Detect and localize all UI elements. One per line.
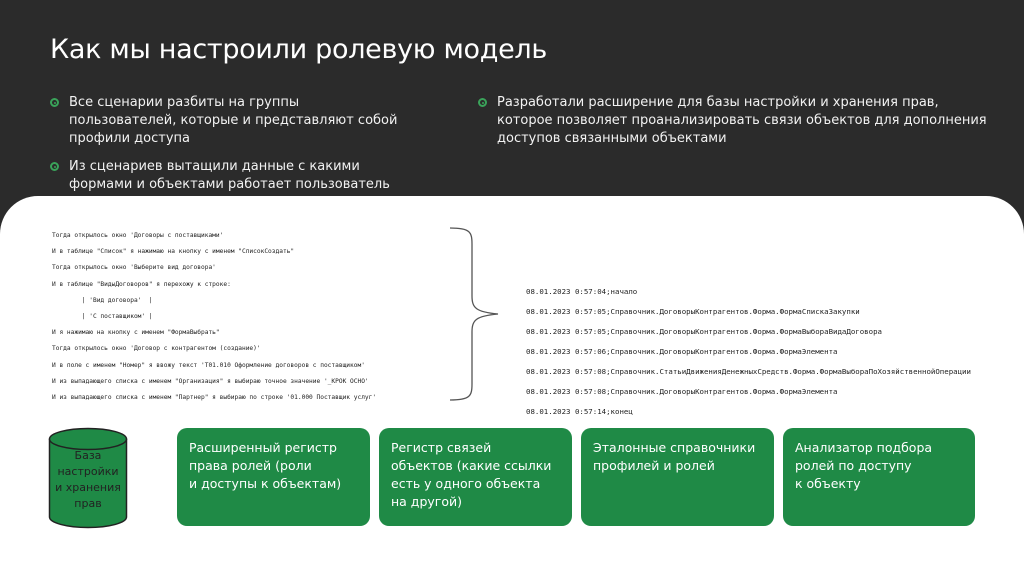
- log-line: 08.01.2023 0:57:14;конец: [526, 407, 633, 416]
- card-line: объектов (какие ссылки: [391, 458, 552, 473]
- database-cylinder: [48, 427, 128, 529]
- card-line: Расширенный регистр: [189, 440, 337, 455]
- card-line: Регистр связей: [391, 440, 492, 455]
- log-line: 08.01.2023 0:57:05;Справочник.ДоговорыКонтрагентов.Форма.ФормаСпискаЗакупки: [526, 307, 860, 316]
- bullet-dot-icon: [478, 98, 487, 107]
- bullet-item: [50, 158, 410, 194]
- database-label-line: База: [74, 449, 102, 462]
- bullet-item: [478, 94, 988, 148]
- bullet-text: Все сценарии разбиты на группы пользователей, которые и представляют собой профили доступа: [69, 95, 398, 146]
- script-line: И я нажимаю на кнопку с именем "ФормаВыбрать": [52, 329, 220, 337]
- database-label: [48, 448, 128, 512]
- script-line: | 'С поставщиком' |: [52, 313, 153, 321]
- log-line: 08.01.2023 0:57:04;начало: [526, 287, 638, 296]
- script-line: И в таблице "Список" я нажимаю на кнопку с именем "СписокСоздать": [52, 248, 295, 256]
- script-line: И в поле с именем "Номер" я ввожу текст 'Т01.010 Оформление договоров с поставщиком': [52, 361, 365, 369]
- card-role-analyzer: [783, 428, 975, 526]
- slide-title: Как мы настроили ролевую модель: [50, 34, 548, 65]
- log-line: 08.01.2023 0:57:06;Справочник.ДоговорыКонтрагентов.Форма.ФормаЭлемента: [526, 347, 838, 356]
- card-line: Эталонные справочники: [593, 440, 756, 455]
- log-line: 08.01.2023 0:57:08;Справочник.ДоговорыКонтрагентов.Форма.ФормаЭлемента: [526, 387, 838, 396]
- card-reference-catalogs: [581, 428, 774, 526]
- database-label-line: настройки: [57, 465, 119, 478]
- form-usage-log: [526, 277, 996, 427]
- card-line: ролей по доступу: [795, 458, 912, 473]
- script-line: Тогда открылось окно 'Выберите вид договора': [52, 264, 216, 272]
- log-line: 08.01.2023 0:57:08;Справочник.СтатьиДвиженияДенежныхСредств.Форма.ФормаВыбораПоХозяйственнойОперации: [526, 367, 971, 376]
- bullet-item: [50, 94, 410, 148]
- card-line: Анализатор подбора: [795, 440, 933, 455]
- log-line: 08.01.2023 0:57:05;Справочник.ДоговорыКонтрагентов.Форма.ФормаВыбораВидаДоговора: [526, 327, 882, 336]
- database-label-line: и хранения: [55, 481, 121, 494]
- bullet-dot-icon: [50, 98, 59, 107]
- card-line: профилей и ролей: [593, 458, 715, 473]
- script-line: И из выпадающего списка с именем "Партнер" я выбираю по строке '01.000 Поставщик услуг': [52, 393, 377, 401]
- script-line: И из выпадающего списка с именем "Организация" я выбираю точное значение '_КРОК ОСНО': [52, 377, 369, 385]
- card-line: права ролей (роли: [189, 458, 312, 473]
- card-extended-rights-register: [177, 428, 370, 526]
- right-brace-icon: [446, 226, 506, 402]
- card-line: и доступы к объектам): [189, 476, 342, 491]
- card-line: на другой): [391, 494, 462, 509]
- script-line: И в таблице "ВидыДоговоров" я перехожу к строке:: [52, 280, 231, 288]
- script-line: Тогда открылось окно 'Договор с контрагентом (создание)': [52, 345, 261, 353]
- script-line: Тогда открылось окно 'Договоры с поставщиками': [52, 232, 224, 240]
- database-label-line: прав: [74, 497, 102, 510]
- bullet-dot-icon: [50, 162, 59, 171]
- test-script-listing: [52, 224, 435, 404]
- card-line: к объекту: [795, 476, 861, 491]
- bullet-list-right: [478, 94, 988, 158]
- bullet-list-left: [50, 94, 410, 204]
- bullet-text: Разработали расширение для базы настройки и хранения прав, которое позволяет проанализировать связи объектов для дополнения доступов связанными объектами: [497, 95, 987, 146]
- card-object-links-register: [379, 428, 572, 526]
- script-line: | 'Вид договора' |: [52, 296, 153, 304]
- card-line: есть у одного объекта: [391, 476, 541, 491]
- bullet-text: Из сценариев вытащили данные с какими формами и объектами работает пользователь: [69, 159, 390, 192]
